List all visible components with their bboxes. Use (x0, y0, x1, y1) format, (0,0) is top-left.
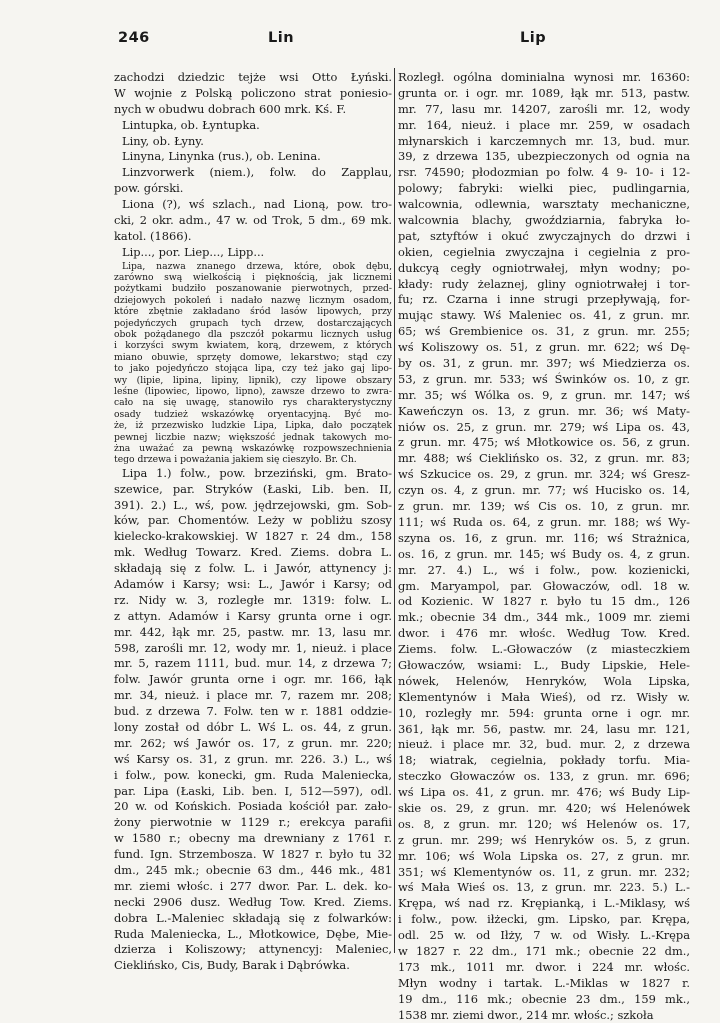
text-line: os. 16, z grun. mr. 145; wś Budy os. 4, z grun. (398, 546, 690, 561)
text-line: niów os. 25, z grun. mr. 279; wś Lipa os. 43, (398, 419, 690, 434)
text-line: i korzyści swym kwiatem, korą, drzewem, z których (114, 340, 392, 352)
text-line: 65; wś Grembienice os. 31, z grun. mr. 255; (398, 324, 690, 339)
text-line: żony pierwotnie w 1129 r.; erekcya parafii (114, 815, 392, 830)
text-line: pat, sztyftów i okuć zwyczajnych do drzwi i (398, 228, 690, 243)
text-line: Adamów i Karsy; wsi: L., Jawór i Karsy; od (114, 576, 392, 591)
text-line: zachodzi dziedzic tejże wsi Otto Łyński. (114, 70, 392, 84)
text-line: z grun. mr. 139; wś Cis os. 10, z grun. mr. (398, 499, 690, 514)
text-line: cało na się uwagę, stanowiło rys charakterystyczny (114, 397, 392, 409)
text-line: ków, par. Chomentów. Leży w pobliżu szosy (114, 513, 392, 528)
text-line: osady tudzież wskazówkę oryentacyjną. Być mo- (114, 408, 392, 420)
text-line: w 1580 r.; obecny ma drewniany z 1761 r. (114, 831, 392, 846)
text-line: pow. górski. (114, 181, 184, 196)
text-line: dukcyą cegły ogniotrwałej, młyn wodny; po- (398, 260, 690, 275)
text-line: Ruda Maleniecka, L., Młotkowice, Dębe, Mie- (114, 926, 392, 941)
text-line: czyn os. 4, z grun. mr. 77; wś Hucisko os. 14, (398, 483, 690, 498)
text-line: 18; wiatrak, cegielnia, pokłady torfu. Mia- (398, 753, 690, 768)
text-line: zarówno swą wielkością i pięknością, jak licznemi (114, 272, 392, 284)
text-line: Kaweńczyn os. 13, z grun. mr. 36; wś Maty- (398, 403, 690, 418)
text-line: odl. 25 w. od Iłży, 7 w. od Wisły. L.-Krępa (398, 928, 690, 943)
text-line: że, iż przezwisko ludzkie Lipa, Lipka, dało początek (114, 420, 392, 432)
text-line: mując stawy. Wś Maleniec os. 41, z grun. mr. (398, 308, 690, 323)
text-line: nieuż. i place mr. 32, bud. mur. 2, z drzewa (398, 737, 690, 752)
text-line: dwor. i 476 mr. włośc. Według Tow. Kred. (398, 626, 690, 641)
text-line: żna uważać za pewną wskazówkę rozpowszechnienia (114, 442, 392, 454)
text-line: 10, rozległy mr. 594: grunta orne i ogr. mr. (398, 705, 690, 720)
text-line: walcownia, odlewnia, warsztaty mechaniczne, (398, 197, 690, 212)
text-line: Lipa, nazwa znanego drzewa, które, obok dębu, (122, 260, 392, 272)
text-line: Krępa, wś nad rz. Krępianką, i L.-Miklasy, wś (398, 896, 690, 911)
lipa-entry-continuation (398, 70, 690, 1023)
text-line: gm. Maryampol, par. Głowaczów, odl. 18 w. (398, 578, 690, 593)
text-line: by os. 31, z grun. mr. 397; wś Miedzierza os. (398, 356, 690, 371)
text-line: z attyn. Adamów i Karsy grunta orne i ogr. (114, 608, 392, 623)
text-line: kielecko-krakowskiej. W 1827 r. 24 dm., 158 (114, 529, 392, 544)
text-line: okien, cegielnia zwyczajna i cegielnia z pro- (398, 244, 690, 259)
text-line: pewnej liczbie nazw; większość jednak takowych mo- (114, 431, 392, 443)
text-line: Rozległ. ogólna dominialna wynosi mr. 16360: (398, 70, 690, 84)
text-line: fund. Ign. Strzembosza. W 1827 r. było tu 32 (114, 847, 392, 862)
lipa-entry (114, 466, 392, 975)
text-line: szewice, par. Stryków (Łaski, Lib. ben. II, (114, 481, 392, 496)
text-line: mr. 5, razem 1111, bud. mur. 14, z drzewa 7; (114, 656, 392, 671)
text-line: składają się z folw. L. i Jawór, attynency j: (114, 561, 392, 576)
text-line: leśne (lipowiec, lipowo, lipno), zawsze drzewo to zwra- (114, 385, 392, 397)
text-line: mk. Według Towarz. Kred. Ziems. dobra L. (114, 545, 392, 560)
text-line: mr. ziemi włośc. i 277 dwor. Par. L. dek. ko- (114, 878, 392, 893)
text-line: szyna os. 16, z grun. mr. 116; wś Strażnica, (398, 530, 690, 545)
text-line: mr. 442, łąk mr. 25, pastw. mr. 13, lasu mr. (114, 624, 392, 639)
text-line: Ziems. folw. L.-Głowaczów (z miasteczkiem (398, 642, 690, 657)
text-line: wś Lipa os. 41, z grun. mr. 476; wś Budy Lip- (398, 785, 690, 800)
text-line: Liona (?), wś szlach., nad Lioną, pow. tro- (122, 197, 392, 212)
text-line: skie os. 29, z grun. mr. 420; wś Helenówek (398, 800, 690, 815)
text-line: 1538 mr. ziemi dwor., 214 mr. włośc.; szkoła (398, 1007, 654, 1022)
text-line: rz. Nidy w. 3, rozległe mr. 1319: folw. L. (114, 592, 392, 607)
text-line: Cieklińsko, Cis, Budy, Barak i Dąbrówka. (114, 958, 350, 973)
text-line: polowy; fabryki: wielki piec, pudlingarnia, (398, 181, 690, 196)
left-column (114, 70, 392, 974)
text-line: wś Karsy os. 31, z grun. mr. 226. 3.) L., wś (114, 751, 392, 766)
text-line: folw. Jawór grunta orne i ogr. mr. 166, łąk (114, 672, 392, 687)
text-line: z grun. mr. 475; wś Młotkowice os. 56, z grun. (398, 435, 690, 450)
text-line: 173 mk., 1011 mr. dwor. i 224 mr. włośc. (398, 959, 690, 974)
text-line: mr. 34, nieuż. i place mr. 7, razem mr. 208; (114, 688, 392, 703)
text-line: wś Koliszowy os. 51, z grun. mr. 622; wś Dę- (398, 340, 690, 355)
text-line: nówek, Helenów, Henryków, Wola Lipska, (398, 673, 690, 688)
text-line: które zbętnie zakładano śród lasów lipowych, przy (114, 306, 392, 318)
text-line: os. 8, z grun. mr. 120; wś Helenów os. 17, (398, 816, 690, 831)
text-line: lony został od dóbr L. Wś L. os. 44, z grun. (114, 719, 392, 734)
text-line: 20 w. od Końskich. Posiada kościół par. zało- (114, 799, 392, 814)
text-line: dzierza i Koliszowy; attynencyj: Maleniec, (114, 942, 392, 957)
text-line: Lipa 1.) folw., pow. brzeziński, gm. Brato- (122, 465, 392, 480)
text-line: to jako pojedyńczo stojąca lipa, czy też jako gaj lipo- (114, 363, 392, 375)
text-line: par. Lipa (Łaski, Lib. ben. I, 512—597), odl. (114, 783, 392, 798)
text-line: Młyn wodny i tartak. L.-Miklas w 1827 r. (398, 975, 690, 990)
text-line: 351; wś Klementynów os. 11, z grun. mr. 232; (398, 864, 690, 879)
text-line: Klementynów i Mała Wieś), od rz. Wisły w. (398, 689, 690, 704)
entry-continuation (114, 70, 392, 118)
text-line: pożytkami budziło poszanowanie pierwotnych, przed- (114, 283, 392, 295)
page-number: 246 (118, 30, 150, 46)
text-line: Lintupka, ob. Łyntupka. (122, 117, 260, 132)
short-entries (114, 118, 392, 166)
text-line: mr. 488; wś Cieklińsko os. 32, z grun. mr. 83; (398, 451, 690, 466)
text-line: w 1827 r. 22 dm., 171 mk.; obecnie 22 dm., (398, 943, 690, 958)
text-line: tego drzewa i poważania jakiem się cieszyło. Br. Ch. (114, 454, 357, 466)
text-line: necki 2906 dusz. Według Tow. Kred. Ziems. (114, 894, 392, 909)
text-line: Linzvorwerk (niem.), folw. do Zapplau, (122, 165, 392, 180)
text-line: walcownia blachy, gwoździarnia, fabryka ło- (398, 213, 690, 228)
text-line: od Kozienic. W 1827 r. było tu 15 dm., 126 (398, 594, 690, 609)
text-line: katol. (1866). (114, 228, 192, 243)
text-line: 391). 2.) L., wś, pow. jędrzejowski, gm. Sob- (114, 497, 392, 512)
text-line: Głowaczów, wsiami: L., Budy Lipskie, Hele- (398, 657, 690, 672)
text-line: 111; wś Ruda os. 64, z grun. mr. 188; wś Wy- (398, 514, 690, 529)
text-line: mr. 262; wś Jawór os. 17, z grun. mr. 220; (114, 735, 392, 750)
text-line: miano obuwie, sprzęty domowe, lekarstwo; stąd czy (114, 351, 392, 363)
text-line: cki, 2 okr. adm., 47 w. od Trok, 5 dm., 69 mk. (114, 213, 392, 228)
text-line: dziejowych pokoleń i nadało nazwę licznym osadom, (114, 294, 392, 306)
text-line: 39, z drzewa 135, ubezpieczonych od ognia na (398, 149, 690, 164)
text-line: W wojnie z Polską policzono strat poniesio- (114, 85, 392, 100)
text-line: 361, łąk mr. 56, pastw. mr. 24, lasu mr. 121, (398, 721, 690, 736)
text-line: steczko Głowaczów os. 133, z grun. mr. 696; (398, 769, 690, 784)
text-line: kłady: rudy żelaznej, gliny ogniotrwałej i tor- (398, 276, 690, 291)
text-line: mk.; obecnie 34 dm., 344 mk., 1009 mr. ziemi (398, 610, 690, 625)
text-line: mr. 27. 4.) L., wś i folw., pow. kozienicki, (398, 562, 690, 577)
text-line: pojedyńczych grupach tych drzew, dostarczających (114, 317, 392, 329)
text-line: wś Szkucice os. 29, z grun. mr. 324; wś Gresz- (398, 467, 690, 482)
lipa-etymology-note (114, 261, 392, 466)
text-line: grunta or. i ogr. mr. 1089, łąk mr. 513, pastw. (398, 85, 690, 100)
text-line: młynarskich i karczemnych mr. 13, bud. mur. (398, 133, 690, 148)
text-line: mr. 77, lasu mr. 14207, zarośli mr. 12, wody (398, 101, 690, 116)
text-line: 598, zarośli mr. 12, wody mr. 1, nieuż. i place (114, 640, 392, 655)
right-column (398, 70, 690, 1023)
text-line: z grun. mr. 299; wś Henryków os. 5, z grun. (398, 832, 690, 847)
text-line: dobra L.-Maleniec składają się z folwarków: (114, 910, 392, 925)
text-line: 53, z grun. mr. 533; wś Świnków os. 10, z gr. (398, 371, 690, 386)
right-running-head: Lip (520, 30, 547, 46)
column-divider (394, 68, 395, 953)
text-line: 19 dm., 116 mk.; obecnie 23 dm., 159 mk., (398, 991, 690, 1006)
text-line: bud. z drzewa 7. Folw. ten w r. 1881 oddzie- (114, 704, 392, 719)
entries (114, 165, 392, 260)
text-line: Linyna, Linynka (rus.), ob. Lenina. (122, 149, 321, 164)
text-line: wś Mała Wieś os. 13, z grun. mr. 223. 5.) L.- (398, 880, 690, 895)
left-running-head: Lin (268, 30, 295, 46)
text-line: i folw., pow. konecki, gm. Ruda Maleniecka, (114, 767, 392, 782)
text-line: dm., 245 mk.; obecnie 63 dm., 446 mk., 481 (114, 862, 392, 877)
text-line: wy (lipie, lipina, lipiny, lipnik), czy lipowe obszary (114, 374, 392, 386)
text-line: fu; rz. Czarna i inne strugi przepływają, for- (398, 292, 690, 307)
text-line: nych w obudwu dobrach 600 mrk. Kś. F. (114, 101, 347, 116)
text-line: i folw., pow. iłżecki, gm. Lipsko, par. Krępa, (398, 912, 690, 927)
text-line: Lip..., por. Liep..., Lipp... (122, 244, 265, 259)
text-line: Liny, ob. Łyny. (122, 133, 204, 148)
text-line: mr. 164, nieuż. i place mr. 259, w osadach (398, 117, 690, 132)
text-line: mr. 106; wś Wola Lipska os. 27, z grun. mr. (398, 848, 690, 863)
text-line: obok pożądanego dla pszczół pokarmu licznych usług (114, 329, 392, 341)
page-header (118, 30, 690, 54)
text-line: rsr. 74590; płodozmian po folw. 4 9- 10- i 12- (398, 165, 690, 180)
text-line: mr. 35; wś Wólka os. 9, z grun. mr. 147; wś (398, 387, 690, 402)
